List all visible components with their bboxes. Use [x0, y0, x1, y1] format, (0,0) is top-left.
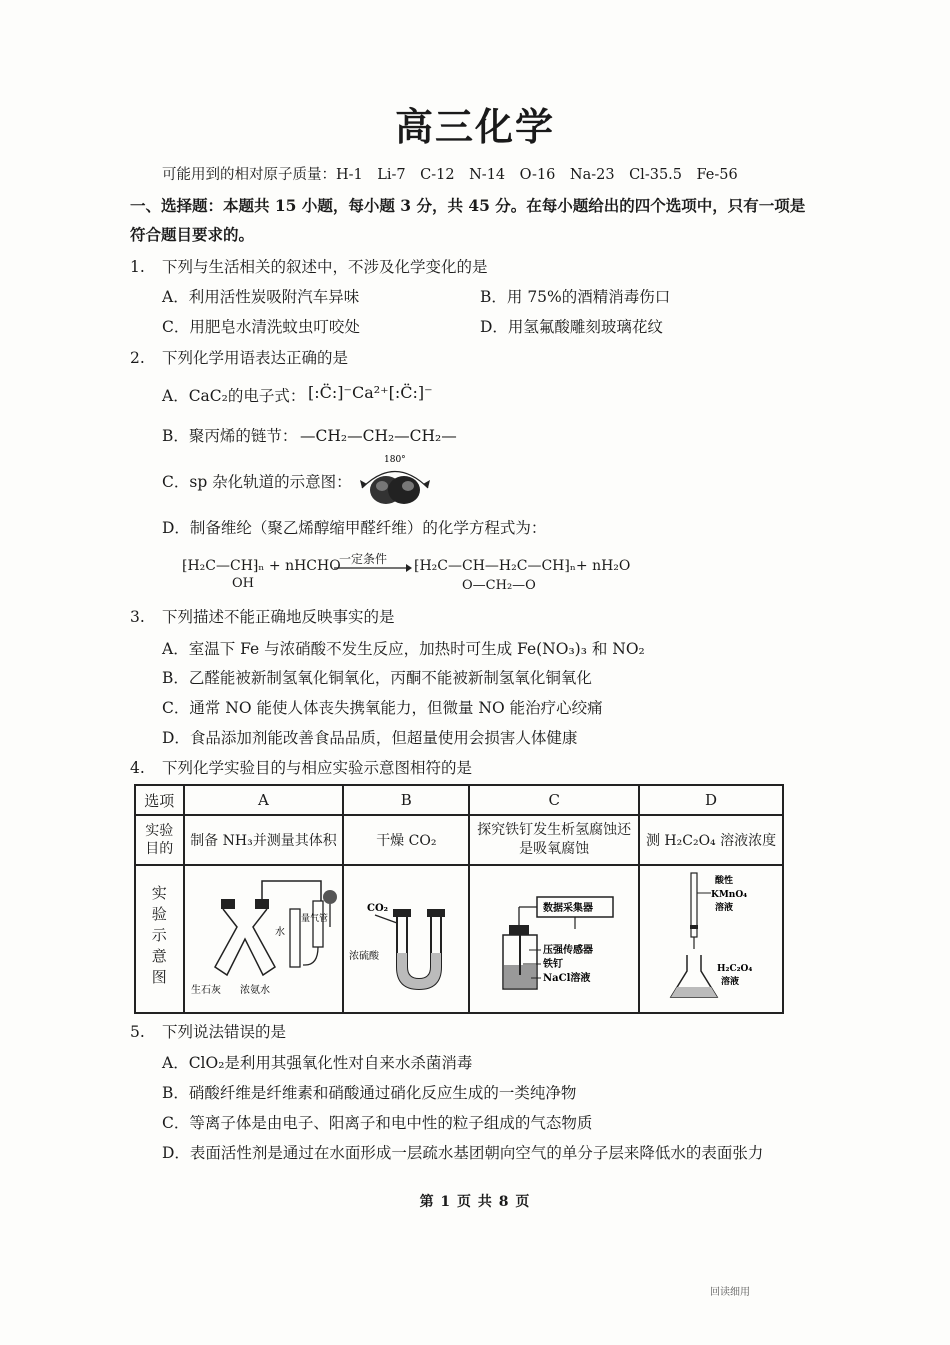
q2-d-reactant: ⁅H₂C—CH⁆ₙ + nHCHO [182, 558, 341, 574]
q3-number: 3. [130, 608, 145, 626]
q5-number: 5. [130, 1023, 145, 1041]
q1-option-b: B．用 75%的酒精消毒伤口 [480, 288, 671, 306]
purpose-label: 实验目的 [135, 815, 184, 865]
label-nacl: NaCl溶液 [543, 973, 591, 984]
section-heading-2: 符合题目要求的。 [130, 225, 255, 244]
q5-option-a: A．ClO₂是利用其强氧化性对自来水杀菌消毒 [162, 1054, 473, 1072]
experiment-table [134, 784, 784, 1014]
q2-d-condition: 一定条件 [339, 552, 388, 566]
reaction-arrow [334, 563, 412, 573]
q1-option-a: A．利用活性炭吸附汽车异味 [162, 288, 360, 306]
q3-option-a: A．室温下 Fe 与浓硝酸不发生反应，加热时可生成 Fe(NO₃)₃ 和 NO₂ [162, 640, 645, 658]
q5-option-b: B．硝酸纤维是纤维素和硝酸通过硝化反应生成的一类纯净物 [162, 1084, 577, 1102]
label-ammonia: 浓氨水 [240, 985, 271, 996]
label-solution-top: 溶液 [715, 903, 734, 913]
label-pressure-sensor: 压强传感器 [543, 945, 594, 956]
q2-d-bridge: O—CH₂—O [462, 578, 536, 593]
q2-option-b-formula: —CH₂—CH₂—CH₂— [300, 427, 457, 445]
purpose-a: 制备 NH₃并测量其体积 [184, 815, 344, 865]
label-sulfuric-acid: 浓硫酸 [349, 951, 380, 962]
label-acidic: 酸性 [715, 876, 734, 886]
diagram-b [345, 867, 467, 1007]
q1-option-c: C．用肥皂水清洗蚊虫叮咬处 [162, 318, 360, 336]
diagram-b-cell [343, 865, 469, 1013]
header-c: C [469, 785, 639, 815]
q5-option-d: D．表面活性剂是通过在水面形成一层疏水基团朝向空气的单分子层来降低水的表面张力 [162, 1144, 764, 1162]
label-h2c2o4: H₂C₂O₄ [717, 964, 753, 974]
label-water: 水 [275, 927, 286, 938]
page-footer: 第 1 页 共 8 页 [419, 1194, 531, 1210]
q2-d-oh: OH [232, 576, 254, 591]
page-title: 高三化学 [394, 104, 555, 149]
q1-stem: 下列与生活相关的叙述中，不涉及化学变化的是 [162, 258, 488, 276]
diagram-label: 实验示意图 [149, 884, 168, 990]
sp-angle-label: 180° [384, 455, 406, 465]
diagram-d [641, 867, 781, 1007]
purpose-d: 测 H₂C₂O₄ 溶液浓度 [639, 815, 783, 865]
label-co2: CO₂ [367, 903, 389, 914]
q1-option-d: D．用氢氟酸雕刻玻璃花纹 [480, 318, 663, 336]
q3-option-c: C．通常 NO 能使人体丧失携氧能力，但微量 NO 能治疗心绞痛 [162, 699, 603, 717]
sp-orbital-diagram [350, 450, 440, 510]
q5-option-c: C．等离子体是由电子、阳离子和电中性的粒子组成的气态物质 [162, 1114, 593, 1132]
corner-mark: 回读细用 [710, 1287, 750, 1298]
diagram-label-cell [135, 865, 184, 1013]
q2-number: 2. [130, 349, 145, 367]
diagram-c-cell [469, 865, 639, 1013]
q3-option-b: B．乙醛能被新制氢氧化铜氧化，丙酮不能被新制氢氧化铜氧化 [162, 669, 592, 687]
q2-stem: 下列化学用语表达正确的是 [162, 349, 349, 367]
section-heading-1: 一、选择题：本题共 15 小题，每小题 3 分，共 45 分。在每小题给出的四个选项中，只有一项是 [130, 196, 806, 215]
q2-option-a-formula: [:C̈:]⁻Ca²⁺[:C̈:]⁻ [308, 383, 433, 402]
diagram-d-cell [639, 865, 783, 1013]
label-kmno4: KMnO₄ [711, 890, 748, 900]
q1-number: 1. [130, 258, 145, 276]
diagram-c [471, 867, 637, 1007]
label-lime: 生石灰 [191, 985, 222, 996]
header-option: 选项 [135, 785, 184, 815]
table-purpose-row [135, 815, 783, 865]
q4-number: 4. [130, 759, 145, 777]
q5-stem: 下列说法错误的是 [162, 1023, 287, 1041]
label-solution-flask: 溶液 [721, 977, 740, 987]
diagram-a [185, 867, 341, 1007]
label-gas-tube: 量气管 [301, 914, 329, 924]
header-d: D [639, 785, 783, 815]
table-header-row [135, 785, 783, 815]
q4-stem: 下列化学实验目的与相应实验示意图相符的是 [162, 759, 473, 777]
q2-option-b-label: B．聚丙烯的链节： [162, 427, 298, 445]
label-iron-nail: 铁钉 [543, 959, 564, 970]
header-b: B [343, 785, 469, 815]
label-collector: 数据采集器 [543, 903, 594, 914]
q3-option-d: D．食品添加剂能改善食品品质，但超量使用会损害人体健康 [162, 729, 578, 747]
header-a: A [184, 785, 344, 815]
purpose-c: 探究铁钉发生析氢腐蚀还是吸氧腐蚀 [469, 815, 639, 865]
atomic-masses: 可能用到的相对原子质量：H-1 Li-7 C-12 N-14 O-16 Na-23 Cl-35.5 Fe-56 [162, 167, 738, 183]
q2-option-a-label: A．CaC₂的电子式： [162, 387, 306, 405]
q2-d-product: ⁅H₂C—CH—H₂C—CH⁆ₙ+ nH₂O [414, 558, 631, 574]
table-diagram-row [135, 865, 783, 1013]
diagram-a-cell [184, 865, 344, 1013]
q2-option-c-label: C．sp 杂化轨道的示意图： [162, 473, 352, 491]
q3-stem: 下列描述不能正确地反映事实的是 [162, 608, 395, 626]
q2-option-d-label: D．制备维纶（聚乙烯醇缩甲醛纤维）的化学方程式为： [162, 519, 547, 537]
purpose-b: 干燥 CO₂ [343, 815, 469, 865]
